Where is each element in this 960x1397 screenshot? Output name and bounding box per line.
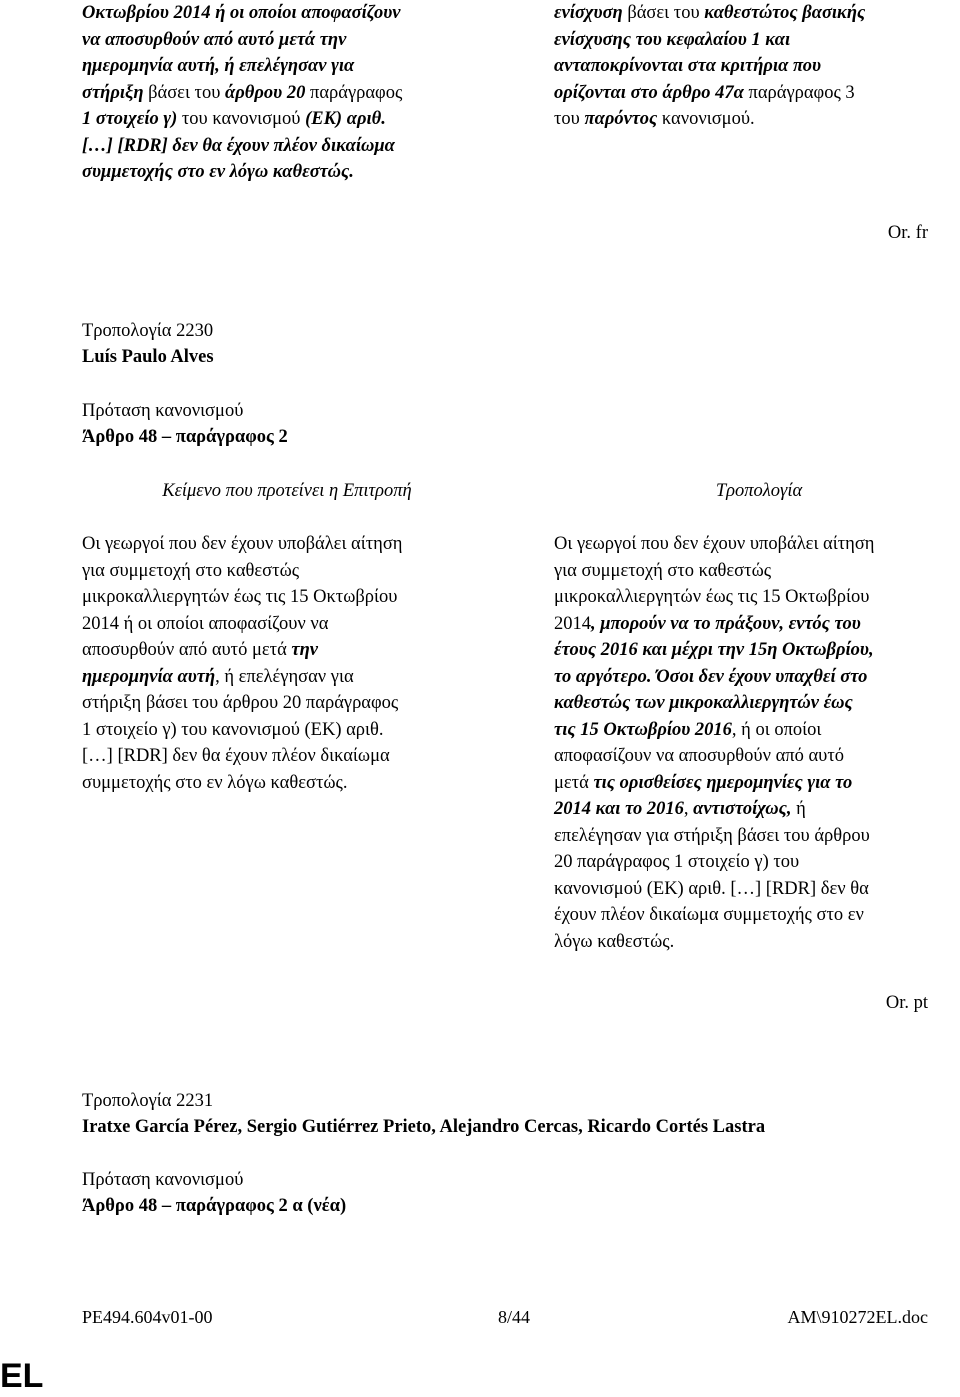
text-line — [82, 611, 492, 638]
footer-document-name: AM\910272EL.doc — [787, 1307, 928, 1327]
text-run: καθεστώς των μικροκαλλιεργητών έως — [554, 693, 853, 713]
text-run: αποφασίζουν να αποσυρθούν από αυτό — [554, 746, 845, 766]
text-run: λόγω καθεστώς. — [554, 931, 675, 952]
text-line — [554, 558, 960, 585]
top-left-column — [82, 0, 492, 186]
text-run: στήριξη βάσει του άρθρου 20 παράγραφος — [82, 693, 399, 713]
text-run: μικροκαλλιεργητών έως τις 15 Οκτωβρίου — [554, 587, 870, 607]
proposal-label: Πρόταση κανονισμού — [82, 1170, 244, 1190]
text-run: συμμετοχής στο εν λόγω καθεστώς. — [82, 772, 348, 793]
text-run: Οι γεωργοί που δεν έχουν υποβάλει αίτηση — [554, 534, 875, 554]
text-run: τις 15 Οκτωβρίου 2016 — [554, 719, 732, 740]
text-line — [554, 717, 960, 744]
text-line — [82, 159, 492, 186]
footer-reference: PE494.604v01-00 — [82, 1307, 213, 1327]
text-run: , ή επελέγησαν για — [215, 666, 354, 687]
text-line — [82, 637, 492, 664]
text-line — [554, 849, 960, 876]
text-line — [82, 717, 492, 744]
original-language-fr: Or. fr — [887, 223, 928, 243]
text-line — [554, 531, 960, 558]
text-run: ενίσχυση — [554, 3, 623, 23]
text-line — [82, 106, 492, 133]
text-line — [82, 531, 492, 558]
text-run: (ΕΚ) αριθ. — [305, 109, 386, 129]
text-run: στήριξη — [82, 82, 144, 103]
text-run: να αποσυρθούν από αυτό μετά την — [82, 29, 347, 50]
text-run: 2014 και το 2016 — [554, 799, 684, 819]
text-run: Οι γεωργοί που δεν έχουν υποβάλει αίτηση — [82, 534, 403, 554]
text-line — [82, 53, 492, 80]
text-run: έτους 2016 και μέχρι την 15η Οκτωβρίου, — [554, 640, 874, 660]
text-run: επελέγησαν για στήριξη βάσει του άρθρου — [554, 825, 870, 846]
text-line — [554, 796, 960, 823]
text-run: αποσυρθούν από αυτό μετά — [82, 640, 292, 660]
article-reference: Άρθρο 48 – παράγραφος 2 α (νέα) — [82, 1196, 347, 1216]
article-reference: Άρθρο 48 – παράγραφος 2 — [82, 427, 288, 447]
text-run: του — [554, 109, 585, 129]
text-run: μικροκαλλιεργητών έως τις 15 Οκτωβρίου — [82, 587, 398, 607]
text-run: 1 στοιχείο γ) του κανονισμού (ΕΚ) αριθ. — [82, 719, 384, 740]
amendment-text — [554, 531, 960, 955]
footer-page-number: 8/44 — [498, 1307, 531, 1327]
text-run: ανταποκρίνονται στα κριτήρια που — [554, 56, 822, 76]
text-line — [82, 770, 492, 797]
column-heading-commission: Κείμενο που προτείνει η Επιτροπή — [162, 481, 412, 501]
text-run: 1 στοιχείο γ) — [82, 109, 178, 129]
text-run: ημερομηνία αυτή, ή επελέγησαν για — [82, 56, 355, 76]
text-line — [554, 876, 960, 903]
text-line — [554, 53, 960, 80]
text-line — [554, 27, 960, 54]
text-run: παρόντος — [584, 109, 658, 129]
text-run: για συμμετοχή στο καθεστώς — [554, 560, 772, 581]
text-run: τις ορισθείσες ημερομηνίες για το — [593, 772, 853, 793]
text-line — [82, 0, 492, 27]
text-line — [82, 664, 492, 691]
text-line — [554, 743, 960, 770]
text-line — [554, 106, 960, 133]
text-run: κανονισμού (ΕΚ) αριθ. […] [RDR] δεν θα — [554, 878, 869, 899]
language-code: EL — [0, 1357, 44, 1395]
amendment-title: Τροπολογία 2231 — [82, 1091, 214, 1111]
proposal-label: Πρόταση κανονισμού — [82, 401, 244, 421]
text-run: 2014 — [554, 613, 591, 634]
text-line — [82, 584, 492, 611]
text-run: για συμμετοχή στο καθεστώς — [82, 560, 300, 581]
text-run: , μπορούν να το πράξουν, εντός του — [591, 613, 861, 634]
text-run: Οκτωβρίου 2014 ή οι οποίοι αποφασίζουν — [82, 3, 401, 23]
text-line — [82, 558, 492, 585]
text-run: του κανονισμού — [177, 109, 306, 129]
text-line — [82, 743, 492, 770]
text-line — [82, 27, 492, 54]
text-line — [82, 80, 492, 107]
text-run: παράγραφος — [305, 82, 403, 103]
text-line — [554, 690, 960, 717]
amendment-title: Τροπολογία 2230 — [82, 321, 214, 341]
text-run: 20 παράγραφος 1 στοιχείο γ) του — [554, 852, 800, 872]
text-line — [82, 690, 492, 717]
text-run: , ή οι οποίοι — [731, 719, 822, 740]
text-run: 2014 ή οι οποίοι αποφασίζουν να — [82, 613, 329, 634]
text-run: βάσει του — [622, 3, 705, 23]
original-language-pt: Or. pt — [885, 993, 928, 1013]
commission-text — [82, 531, 492, 796]
top-right-column — [554, 0, 960, 133]
text-line — [554, 770, 960, 797]
text-run: άρθρου 20 — [225, 82, 306, 103]
text-run: ενίσχυσης του κεφαλαίου 1 και — [554, 29, 791, 50]
text-run: το αργότερο. Όσοι δεν έχουν υπαχθεί στο — [554, 666, 868, 687]
text-line — [554, 584, 960, 611]
text-line — [554, 823, 960, 850]
text-line — [554, 0, 960, 27]
text-run: κανονισμού. — [657, 109, 755, 129]
text-run: την — [291, 640, 318, 660]
text-run: […] [RDR] δεν θα έχουν πλέον δικαίωμα — [82, 135, 395, 156]
text-run: έχουν πλέον δικαίωμα συμμετοχής στο εν — [554, 905, 864, 925]
text-line — [554, 929, 960, 956]
text-line — [554, 902, 960, 929]
text-run: βάσει του — [143, 82, 226, 103]
text-run: […] [RDR] δεν θα έχουν πλέον δικαίωμα — [82, 746, 390, 766]
text-line — [554, 80, 960, 107]
text-run: συμμετοχής στο εν λόγω καθεστώς. — [82, 162, 354, 182]
text-run: παράγραφος 3 — [743, 82, 855, 103]
text-run: ορίζονται στο άρθρο 47α — [554, 82, 744, 103]
text-run: αντιστοίχως, — [693, 799, 792, 819]
amendment-author: Luís Paulo Alves — [82, 347, 214, 367]
text-line — [554, 611, 960, 638]
text-line — [82, 133, 492, 160]
text-line — [554, 664, 960, 691]
text-run: καθεστώτος βασικής — [704, 3, 866, 23]
text-run: ημερομηνία αυτή — [82, 666, 216, 687]
column-heading-amendment: Τροπολογία — [715, 481, 803, 501]
text-run: , — [683, 799, 694, 819]
text-run: μετά — [554, 772, 594, 793]
amendment-authors: Iratxe García Pérez, Sergio Gutiérrez Prieto, Alejandro Cercas, Ricardo Cortés Lastra — [82, 1117, 766, 1137]
text-line — [554, 637, 960, 664]
text-run: ή — [791, 799, 806, 819]
